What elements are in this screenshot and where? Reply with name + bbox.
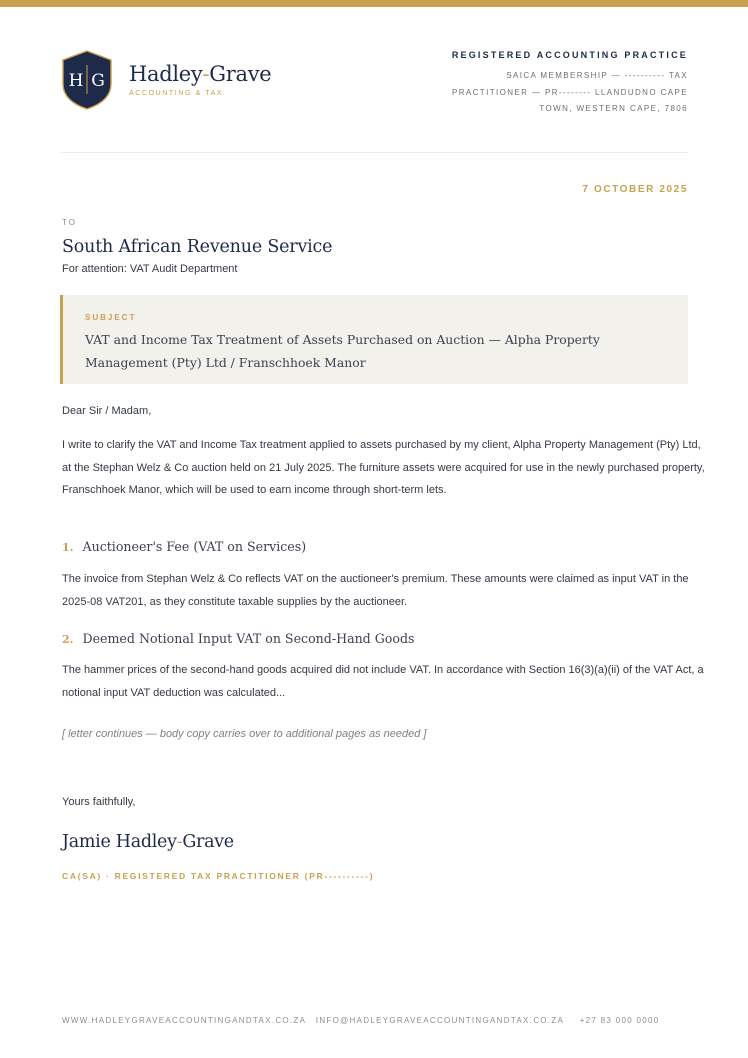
header-divider bbox=[61, 152, 688, 153]
practice-title: REGISTERED ACCOUNTING PRACTICE bbox=[451, 50, 688, 60]
brand-name-part2: Grave bbox=[209, 62, 272, 86]
section-title-1: Auctioneer's Fee (VAT on Services) bbox=[82, 539, 307, 554]
logo-monogram-left: H bbox=[68, 71, 84, 91]
section-body-2: The hammer prices of the second-hand goods acquired did not include VAT. In accordance with Section 16(3)(a)(ii) of the VAT Act, a notional input VAT deduction was calculated... bbox=[62, 664, 704, 699]
logo-monogram-right: G bbox=[91, 71, 105, 91]
salutation: Dear Sir / Madam, bbox=[62, 405, 152, 417]
subject-label: SUBJECT bbox=[85, 313, 137, 322]
section-number-2: 2. bbox=[62, 633, 74, 646]
intro-paragraph: I write to clarify the VAT and Income Tax treatment applied to assets purchased by my client, Alpha Property Management (Pty) Ltd, at the Stephan Welz & Co auction held on 21 July 2025. The furniture assets were acquired for use in the newly purchased property, Franschhoek Manor, which will be used to earn income through short-term lets. bbox=[62, 439, 705, 496]
subject-box bbox=[60, 295, 688, 384]
section-heading-1 bbox=[62, 539, 306, 554]
brand-name-dash: - bbox=[202, 62, 210, 86]
brand-name-part1: Hadley bbox=[129, 62, 203, 86]
signatory-credentials: CA(SA) · REGISTERED TAX PRACTITIONER (PR----------) bbox=[62, 871, 375, 881]
signatory-name-part2: Grave bbox=[182, 832, 234, 852]
brand-name bbox=[129, 62, 271, 86]
footer bbox=[62, 1016, 702, 1025]
continuation-note: [ letter continues — body copy carries over to additional pages as needed ] bbox=[62, 728, 427, 740]
footer-email[interactable]: INFO@HADLEYGRAVEACCOUNTINGANDTAX.CO.ZA bbox=[315, 1016, 565, 1025]
recipient-name: South African Revenue Service bbox=[62, 237, 333, 257]
footer-phone: +27 83 000 0000 bbox=[579, 1016, 660, 1025]
signatory-name-part1: Jamie Hadley bbox=[62, 832, 177, 852]
to-label: TO bbox=[62, 218, 77, 227]
section-number-1: 1. bbox=[62, 541, 74, 554]
section-body-1: The invoice from Stephan Welz & Co reflects VAT on the auctioneer's premium. These amounts were claimed as input VAT in the 2025-08 VAT201, as they constitute taxable supplies by the auctioneer. bbox=[62, 573, 689, 608]
brand-tagline: ACCOUNTING & TAX bbox=[129, 90, 224, 97]
closing: Yours faithfully, bbox=[62, 796, 136, 808]
letter-date: 7 OCTOBER 2025 bbox=[582, 184, 688, 195]
section-title-2: Deemed Notional Input VAT on Second-Hand Goods bbox=[82, 631, 415, 646]
recipient-attention: For attention: VAT Audit Department bbox=[62, 263, 238, 275]
footer-website[interactable]: WWW.HADLEYGRAVEACCOUNTINGANDTAX.CO.ZA bbox=[62, 1016, 307, 1025]
top-accent-bar bbox=[0, 0, 748, 7]
signatory-name bbox=[62, 832, 234, 852]
section-heading-2 bbox=[62, 631, 415, 646]
signatory-name-dash: - bbox=[176, 832, 183, 852]
practice-details: SAICA MEMBERSHIP — ---------- TAX PRACTITIONER — PR-------- LLANDUDNO CAPE TOWN, WESTERN CAPE, 7806 bbox=[451, 71, 688, 113]
subject-text: VAT and Income Tax Treatment of Assets Purchased on Auction — Alpha Property Management (Pty) Ltd / Franschhoek Manor bbox=[85, 332, 600, 370]
shield-logo-icon bbox=[61, 50, 113, 110]
